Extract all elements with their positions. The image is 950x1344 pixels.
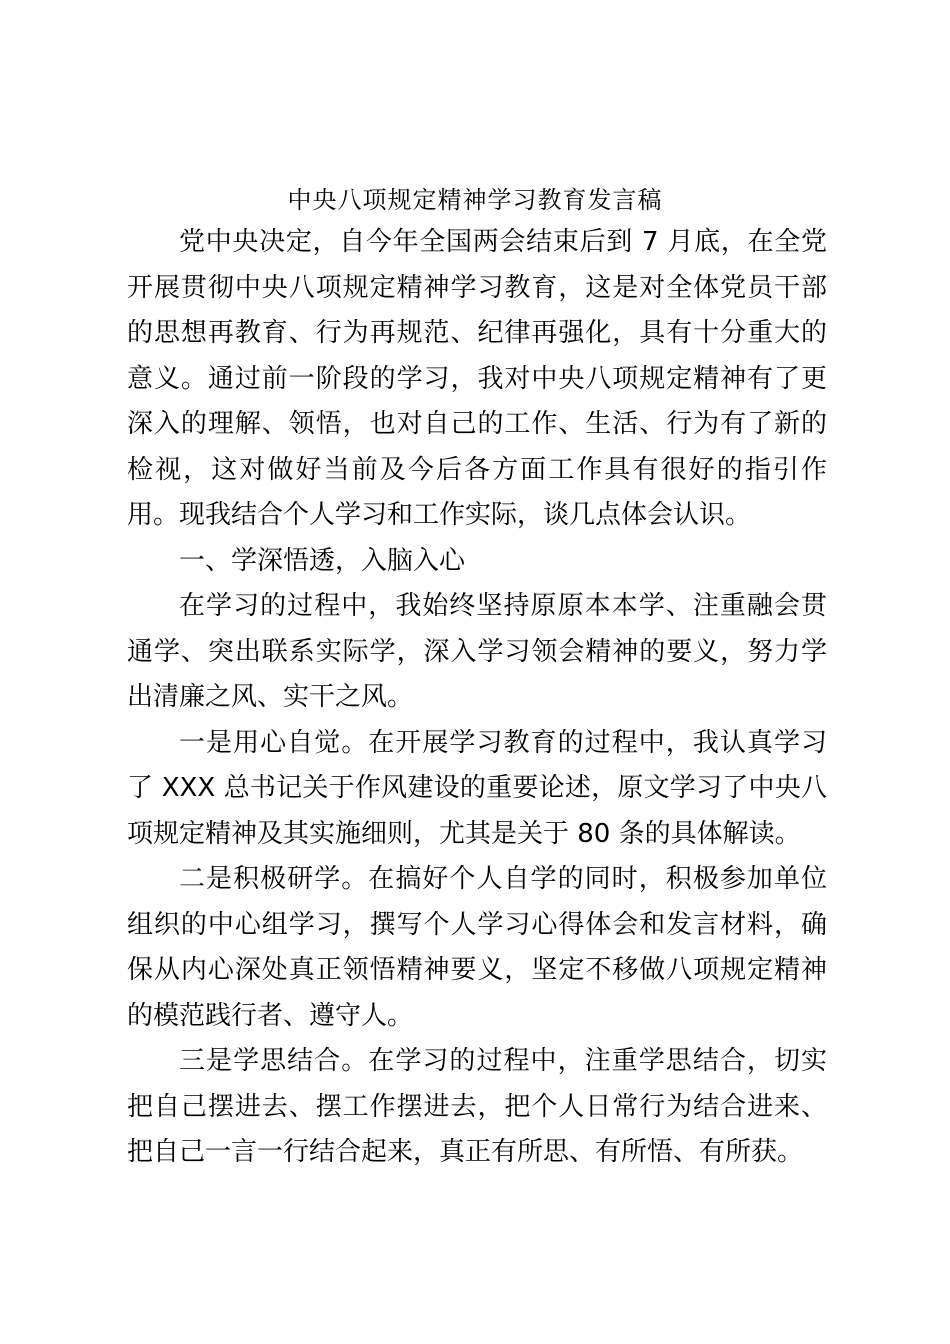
intro-paragraph: 党中央决定，自今年全国两会结束后到 7 月底，在全党开展贯彻中央八项规定精神学习教育，这是对全体党员干部的思想再教育、行为再规范、纪律再强化，具有十分重大的意义。通过前一阶段的学习，我对中央八项规定精神有了更深入的理解、领悟，也对自己的工作、生活、行为有了新的检视，这对做好当前及今后各方面工作具有很好的指引作用。现我结合个人学习和工作实际，谈几点体会认识。 (127, 227, 827, 530)
section-intro-paragraph: 在学习的过程中，我始终坚持原原本本学、注重融会贯通学、突出联系实际学，深入学习领会精神的要义，努力学出清廉之风、实干之风。 (127, 591, 827, 712)
section-heading: 一、学深悟透，入脑入心 (179, 545, 466, 576)
point-three-paragraph: 三是学思结合。在学习的过程中，注重学思结合，切实把自己摆进去、摆工作摆进去，把个人日常行为结合进来、把自己一言一行结合起来，真正有所思、有所悟、有所获。 (127, 1046, 827, 1167)
document-title: 中央八项规定精神学习教育发言稿 (287, 186, 663, 214)
document-body (127, 220, 827, 1176)
point-one-paragraph: 一是用心自觉。在开展学习教育的过程中，我认真学习了 XXX 总书记关于作风建设的重要论述，原文学习了中央八项规定精神及其实施细则，尤其是关于 80 条的具体解读。 (127, 727, 827, 849)
point-two-paragraph: 二是积极研学。在搞好个人自学的同时，积极参加单位组织的中心组学习，撰写个人学习心得体会和发言材料，确保从内心深处真正领悟精神要义，坚定不移做八项规定精神的模范践行者、遵守人。 (127, 864, 827, 1031)
